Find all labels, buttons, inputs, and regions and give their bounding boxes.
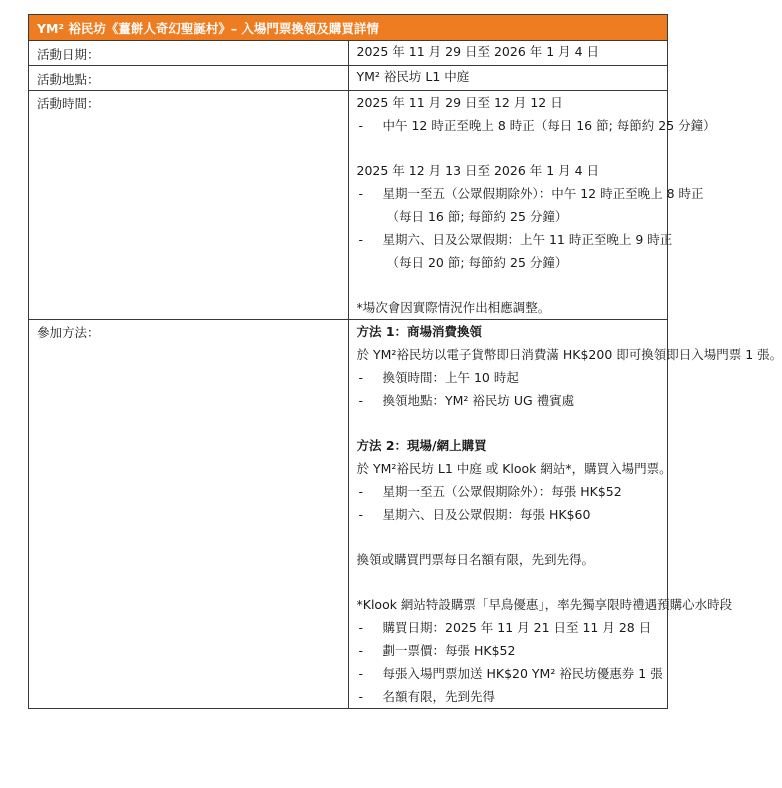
quota-note: 換領或購買門票每日名額有限，先到先得。: [356, 552, 595, 567]
row-value-venue: YM² 裕民坊 L1 中庭: [348, 66, 668, 91]
period2-weekend-bullet: - 星期六、日及公眾假期：上午 11 時正至晚上 9 時正: [357, 228, 660, 251]
row-value-time: [348, 91, 716, 320]
table-row: [29, 91, 668, 320]
period2-weekend-sessions: （每日 20 節; 每節約 25 分鐘）: [386, 255, 568, 270]
period1-bullet: - 中午 12 時正至晚上 8 時正（每日 16 節; 每節約 25 分鐘）: [357, 114, 660, 137]
method1-location-bullet: - 換領地點：YM² 裕民坊 UG 禮賓處: [357, 389, 660, 412]
method1-time-bullet: - 換領時間：上午 10 時起: [357, 366, 660, 389]
klook-offer-note: *Klook 網站特設購票「早鳥優惠」，率先獨享限時禮遇預購心水時段: [356, 597, 733, 612]
row-value-date: 2025 年 11 月 29 日至 2026 年 1 月 4 日: [348, 41, 668, 66]
table-row: [29, 320, 668, 709]
period2-weekday-bullet: - 星期一至五（公眾假期除外）：中午 12 時正至晚上 8 時正: [357, 182, 660, 205]
row-label-venue: 活動地點：: [29, 66, 349, 91]
row-label-time: 活動時間：: [29, 91, 349, 320]
table-header: YM² 裕民坊《薑餅人奇幻聖誕村》– 入場門票換領及購買詳情: [29, 15, 668, 41]
method2-weekday-price: - 星期一至五（公眾假期除外）：每張 HK$52: [357, 480, 660, 503]
klook-coupon-bullet: - 每張入場門票加送 HK$20 YM² 裕民坊優惠券 1 張: [357, 662, 660, 685]
method2-title: 方法 2：現場/網上購買: [356, 438, 487, 453]
klook-limit-bullet: - 名額有限，先到先得: [357, 685, 660, 708]
klook-price-bullet: - 劃一票價：每張 HK$52: [357, 639, 660, 662]
row-label-method: 參加方法：: [29, 320, 349, 709]
time-adjust-note: *場次會因實際情況作出相應調整。: [356, 300, 551, 315]
period1-date: 2025 年 11 月 29 日至 12 月 12 日: [356, 95, 563, 110]
table-row: [29, 66, 668, 91]
method2-weekend-price: - 星期六、日及公眾假期：每張 HK$60: [357, 503, 660, 526]
method2-description: 於 YM²裕民坊 L1 中庭 或 Klook 網站*，購買入場門票。: [356, 461, 672, 476]
period2-date: 2025 年 12 月 13 日至 2026 年 1 月 4 日: [356, 163, 600, 178]
row-label-date: 活動日期：: [29, 41, 349, 66]
method1-title: 方法 1：商場消費換領: [356, 324, 483, 339]
table-row: [29, 41, 668, 66]
method1-description: 於 YM²裕民坊以電子貨幣即日消費滿 HK$200 即可換領即日入場門票 1 張。: [356, 347, 782, 362]
event-details-table: [28, 14, 782, 709]
klook-date-bullet: - 購買日期：2025 年 11 月 21 日至 11 月 28 日: [357, 616, 660, 639]
row-value-method: [348, 320, 782, 709]
period2-weekday-sessions: （每日 16 節; 每節約 25 分鐘）: [386, 209, 568, 224]
